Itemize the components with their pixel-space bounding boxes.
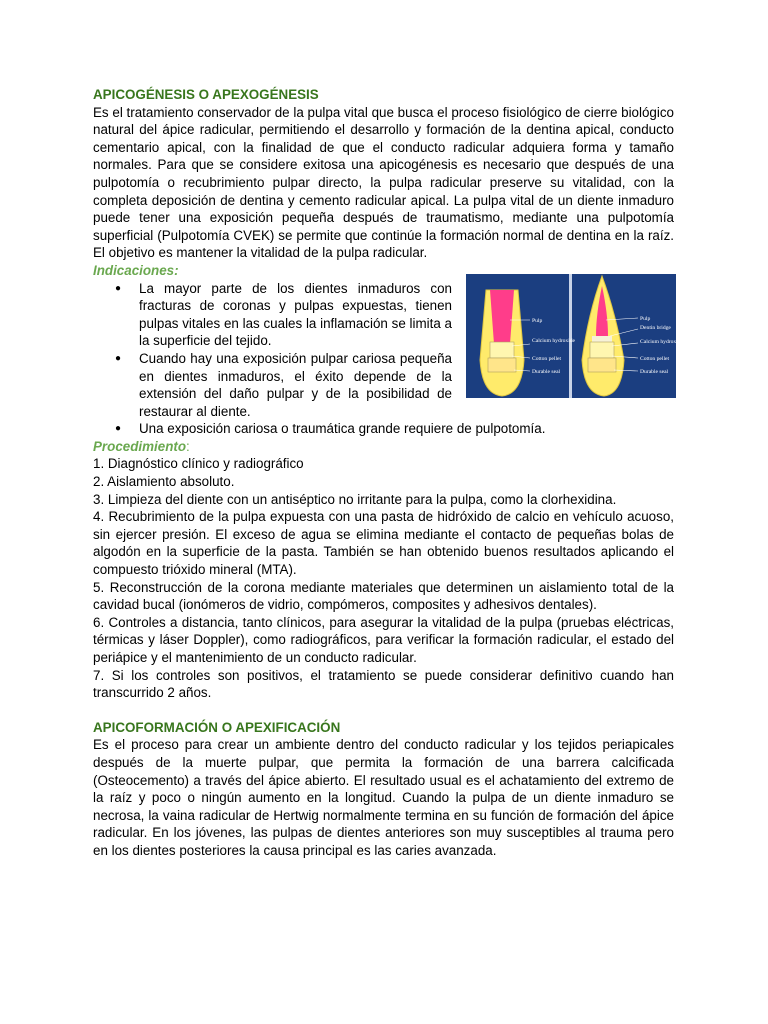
label-left-calcium: Calcium hydroxide: [532, 337, 576, 344]
tooth-diagram-figure: [466, 274, 684, 398]
section-gap: [93, 702, 674, 719]
indicaciones-heading: Indicaciones:: [93, 262, 179, 278]
list-item: 5. Reconstrucción de la corona mediante materiales que determinen un aislamiento total de la cavidad bucal (ionómeros de vidrio, compómeros, composites y adhesivos dentales).: [93, 579, 674, 613]
label-right-seal: Durable seal: [640, 368, 669, 375]
label-left-pulp: Pulp: [532, 317, 543, 324]
procedimiento-heading: [93, 438, 674, 456]
list-item: 6. Controles a distancia, tanto clínicos, para asegurar la vitalidad de la pulpa (pruebas eléctricas, térmicas y láser Doppler), como radiográficos, para verificar la formación radicular, el estado del periápice y el mantenimiento de un conducto radicular.: [93, 614, 674, 665]
section-title-apicogenesis: APICOGÉNESIS O APEXOGÉNESIS: [93, 87, 319, 102]
list-item: 1. Diagnóstico clínico y radiográfico: [93, 456, 304, 472]
label-left-seal: Durable seal: [532, 368, 561, 375]
apicogenesis-paragraph: Es el tratamiento conservador de la pulpa vital que busca el proceso fisiológico de cierre biológico natural del ápice radicular, permitiendo el desarrollo y formación de la dentina apical, conducto cementario apical, con la finalidad de que el conducto radicular adquiera forma y tamaño normales. Para que se considere exitosa una apicogénesis es necesario que después de una pulpotomía o recubrimiento pulpar directo, la pulpa radicular preserve su vitalidad, con la completa deposición de dentina y cemento radicular apical. La pulpa vital de un diente inmaduro puede tener una exposición pequeña después de traumatismo, mediante una pulpotomía superficial (Pulpotomía CVEK) se permite que continúe la formación normal de dentina en la raíz. El objetivo es mantener la vitalidad de la pulpa radicular.: [93, 104, 674, 261]
list-item: ● Cuando hay una exposición pulpar cariosa pequeña en dientes inmaduros, el éxito depende de la extensión del daño pulpar y de la posibilidad de restaurar al diente.: [93, 350, 452, 420]
indicaciones-block: [93, 262, 684, 438]
list-item: 3. Limpieza del diente con un antiséptico no irritante para la pulpa, como la clorhexidina.: [93, 491, 617, 507]
apicoformacion-paragraph: Es el proceso para crear un ambiente dentro del conducto radicular y los tejidos periapicales después de la muerte pulpar, que permita la formación de una barrera calcificada (Osteocemento) a través del ápice abierto. El resultado usual es el achatamiento del extremo de la raíz y poco o ningún aumento en la longitud. Cuando la pulpa de un diente inmaduro se necrosa, la vaina radicular de Hertwig normalmente termina en su función de formación del ápice radicular. En los jóvenes, las pulpas de dientes anteriores son muy susceptibles al trauma pero en los dientes posteriores la causa principal es las caries avanzada.: [93, 737, 674, 858]
list-item: 2. Aislamiento absoluto.: [93, 474, 235, 490]
label-right-cotton: Cotton pellet: [640, 355, 670, 362]
list-item: 7. Si los controles son positivos, el tratamiento se puede considerar definitivo cuando han transcurrido 2 años.: [93, 667, 674, 701]
label-right-calcium: Calcium hydroxide: [640, 338, 684, 345]
section-title-apicoformacion: APICOFORMACIÓN O APEXIFICACIÓN: [93, 719, 341, 735]
list-item: 4. Recubrimiento de la pulpa expuesta con una pasta de hidróxido de calcio en vehículo acuoso, sin ejercer presión. El exceso de agua se elimina mediante el contacto de pequeñas bolas de algodón en la superficie de la pasta. También se han obtenido buenos resultados aplicando el compuesto trióxido mineral (MTA).: [93, 509, 674, 578]
label-left-cotton: Cotton pellet: [532, 355, 562, 362]
procedimiento-list: [93, 455, 674, 701]
tooth-left: [480, 290, 524, 396]
label-right-dentin: Dentin bridge: [640, 324, 671, 331]
list-item: ● La mayor parte de los dientes inmaduros con fracturas de coronas y pulpas expuestas, tienen pulpas vitales en las cuales la inflamación se limita a la superficie del tejido.: [93, 280, 452, 350]
tooth-diagram-svg: [466, 274, 684, 398]
procedimiento-colon: :: [186, 438, 190, 454]
list-item: ● Una exposición cariosa o traumática grande requiere de pulpotomía.: [93, 420, 674, 438]
procedimiento-label: Procedimiento: [93, 438, 187, 454]
label-right-pulp: Pulp: [640, 315, 651, 322]
document-page: [93, 86, 684, 860]
